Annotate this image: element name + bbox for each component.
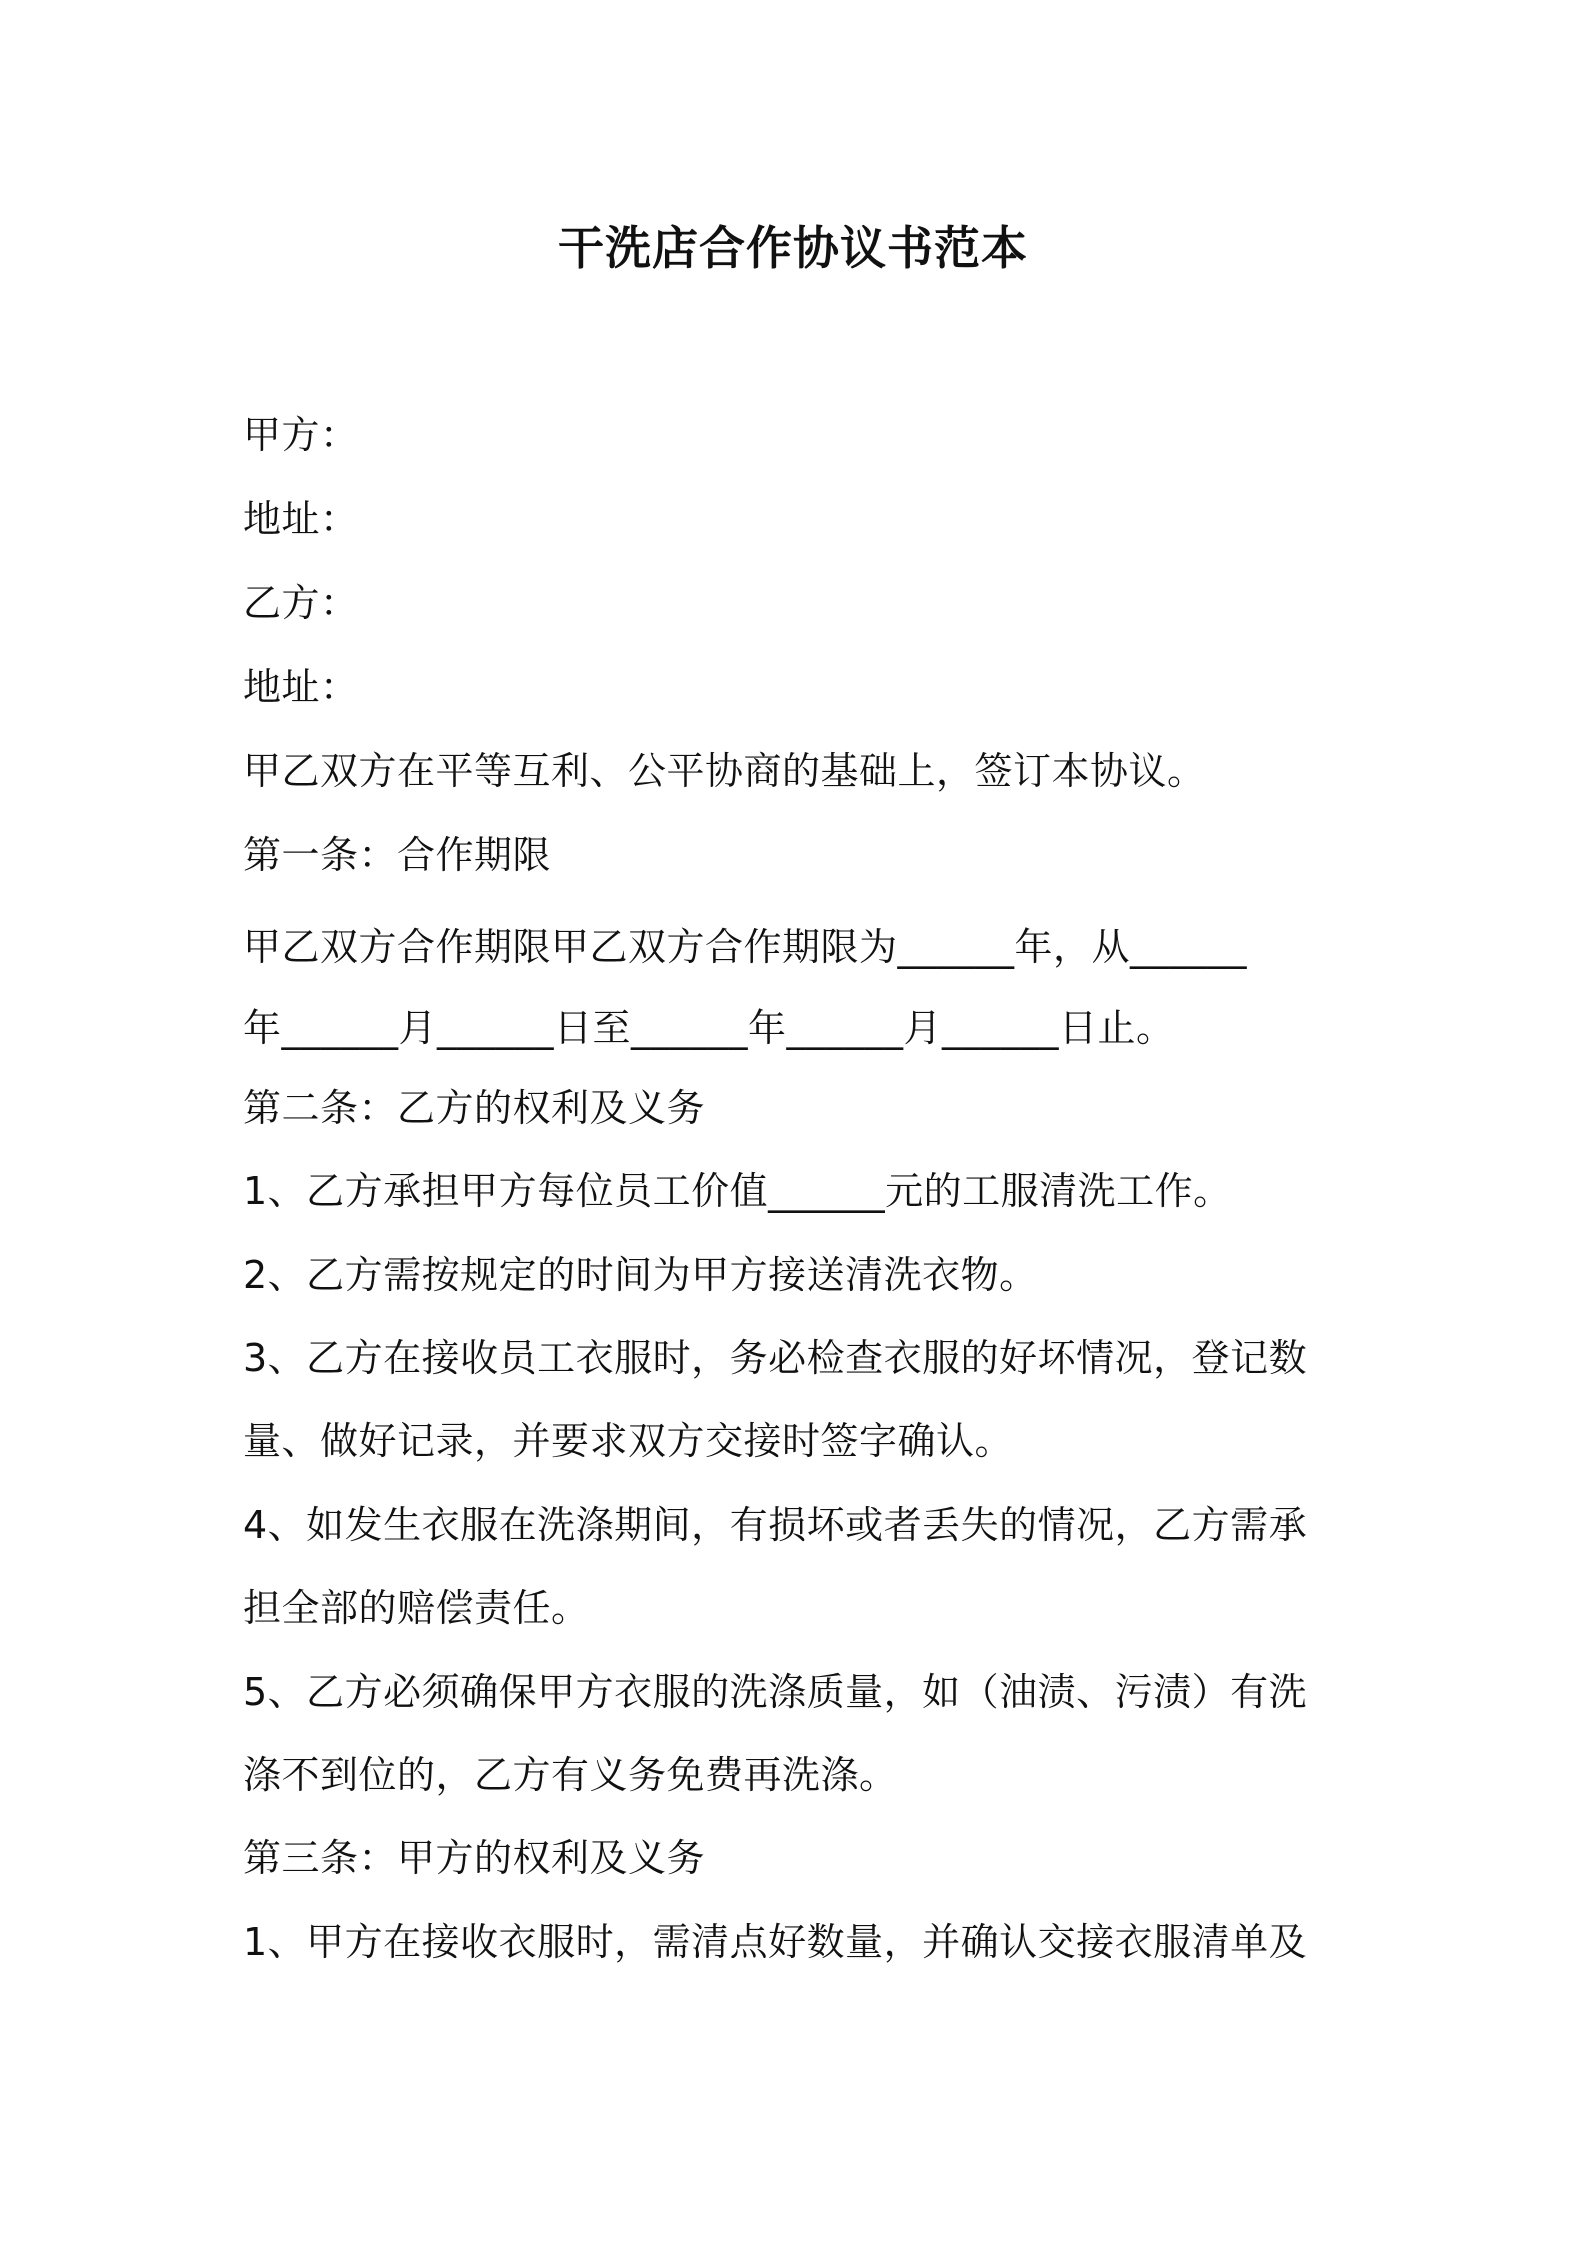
article2-item5-line1: 5、乙方必须确保甲方衣服的洗涤质量，如（油渍、污渍）有洗 — [243, 1670, 1308, 1714]
article1-text-line1: 甲乙双方合作期限甲乙双方合作期限为______年，从______ — [243, 925, 1248, 969]
party-b-label: 乙方： — [243, 581, 359, 625]
article2-item4-line2: 担全部的赔偿责任。 — [243, 1586, 590, 1630]
party-b-address-label: 地址： — [243, 665, 359, 709]
article2-item4-line1: 4、如发生衣服在洗涤期间，有损坏或者丢失的情况，乙方需承 — [243, 1503, 1308, 1547]
article3-item1-line1: 1、甲方在接收衣服时，需清点好数量，并确认交接衣服清单及 — [243, 1920, 1308, 1964]
party-a-address-label: 地址： — [243, 497, 359, 541]
article1-heading: 第一条：合作期限 — [243, 833, 552, 877]
article2-heading: 第二条：乙方的权利及义务 — [243, 1086, 706, 1130]
intro-paragraph: 甲乙双方在平等互利、公平协商的基础上，签订本协议。 — [243, 749, 1206, 793]
party-a-label: 甲方： — [243, 413, 359, 457]
article2-item3-line1: 3、乙方在接收员工衣服时，务必检查衣服的好坏情况，登记数 — [243, 1336, 1308, 1380]
article3-heading: 第三条：甲方的权利及义务 — [243, 1836, 706, 1880]
document-title: 干洗店合作协议书范本 — [558, 221, 1028, 275]
article2-item5-line2: 涤不到位的，乙方有义务免费再洗涤。 — [243, 1753, 898, 1797]
article2-item2: 2、乙方需按规定的时间为甲方接送清洗衣物。 — [243, 1253, 1038, 1297]
article2-item1: 1、乙方承担甲方每位员工价值______元的工服清洗工作。 — [243, 1169, 1232, 1213]
article2-item3-line2: 量、做好记录，并要求双方交接时签字确认。 — [243, 1419, 1014, 1463]
article1-text-line2: 年______月______日至______年______月______日止。 — [243, 1006, 1175, 1050]
